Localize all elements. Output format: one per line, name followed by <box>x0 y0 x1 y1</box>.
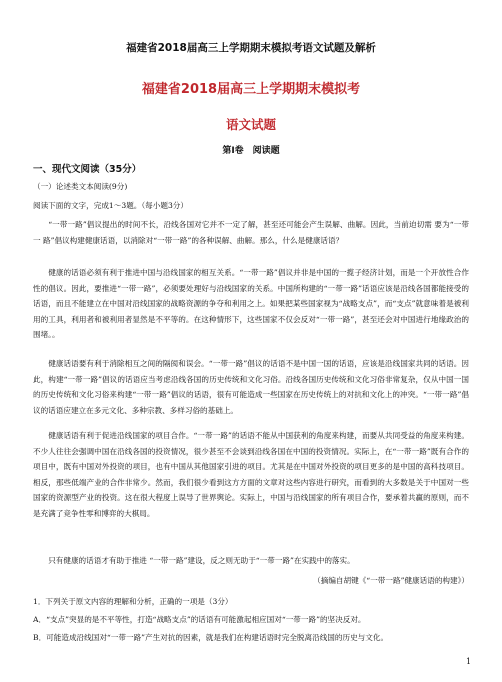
exam-subtitle: 语文试题 <box>225 117 276 132</box>
question-1: 1．下列关于原文内容的理解和分析，正确的一项是（3分） <box>33 597 233 606</box>
question-1-option-a: A．“支点”突显的是不平等性，打造“战略支点”的话语有可能激起相应国对“一带一路”的坚决反对。 <box>33 615 366 624</box>
paragraph-3: 健康话语要有利于消除相互之间的隔阂和误会。“一带一路”倡议的话语不是中国一国的话语，应该是沿线国家共同的话语。因此，构建“一带一路”倡议的话语应当考虑沿线各国的历史传统和文化习俗。沿线各国历史传统和文化习俗非常复杂，仅从中国一国的历史传统和文化习俗来构建“一带一路”倡议的话语，很有可能造成一些国家在历史传统上的对抗和文化上的冲突。“一带一路”倡议的话语应建立在多元文化、多种宗教、多样习俗的基础上。 <box>33 359 469 415</box>
part-title: 第Ⅰ卷 阅读题 <box>222 146 280 156</box>
exam-title: 福建省2018届高三上学期期末模拟考 <box>141 82 361 97</box>
paragraph-2: 健康的话语必须有利于推进中国与沿线国家的相互关系。“一带一路”倡议并非是中国的一揽子经济计划，而是一个开放性合作性的倡议。因此，要推进“一带一路”，必须要处理好与沿线国家的关系。中国所构建的“一带一路”话语应该是沿线各国都能接受的话语，而且不能建立在中国对沿线国家的战略资源的争夺和利用之上。如果把某些国家视为“战略支点”，而“支点”就意味着是被利用的工具，利用者和被利用者显然是不平等的。在这种情形下，这些国家不仅会反对“一带一路”，甚至还会对中国进行地缘政治的围堵。。 <box>33 268 469 340</box>
question-1-option-b: B．可能造成沿线国对“一带一路”产生对抗的因素，就是我们在构建话语时完全脱离沿线国的历史与文化。 <box>33 633 389 642</box>
page-number: 1 <box>466 657 472 666</box>
paragraph-5: 只有健康的话语才有助于推进 “一带一路”建设，反之则无助于“一带一路”在实践中的落实。 <box>48 556 355 565</box>
instruction-text: 阅读下面的文字，完成1～3题。（每小题3分） <box>33 201 188 210</box>
subsection-heading: （一）论述类文本阅读(9分) <box>33 182 128 191</box>
paragraph-1: “一带一路”倡议提出的时间不长，沿线各国对它并不一定了解，甚至还可能会产生误解、曲解。因此，当前迫切需 要为“一带一 路”倡议构建健康话语，以消除对“一带一路”的各种误解、曲解。那么，什么是健康话语？ <box>33 220 469 245</box>
section-heading: 一、现代文阅读（35分） <box>33 164 142 175</box>
paragraph-4: 健康话语有利于促进沿线国家的项目合作。“一带一路”的话语不能从中国获利的角度来构建，而要从共同受益的角度来构建。不少人往往会强调中国在沿线各国的投资情况，很少甚至不会谈到沿线各国在中国的投资情况。实际上，在“一带一路”既有合作的项目中，既有中国对外投资的项目，也有中国从其他国家引进的项目。尤其是在中国对外投资的项目更多的是中国的高科技项目。相反，那些低端产业的合作非常少。然而，我们很少看到这方方面的文章对这些内容进行研究，而看到的大多数是关于中国对一些国家的资源型产业的投资。这在很大程度上误导了世界舆论。实际上，中国与沿线国家的所有项目合作，要承着共赢的原则，而不是充满了竞争性零和博弈的大棋局。 <box>33 431 469 518</box>
document-header-title: 福建省2018届高三上学期期末模拟考语文试题及解析 <box>126 42 376 54</box>
source-citation: （摘编自胡键《“一带一路”健康话语的构建》） <box>313 576 469 585</box>
